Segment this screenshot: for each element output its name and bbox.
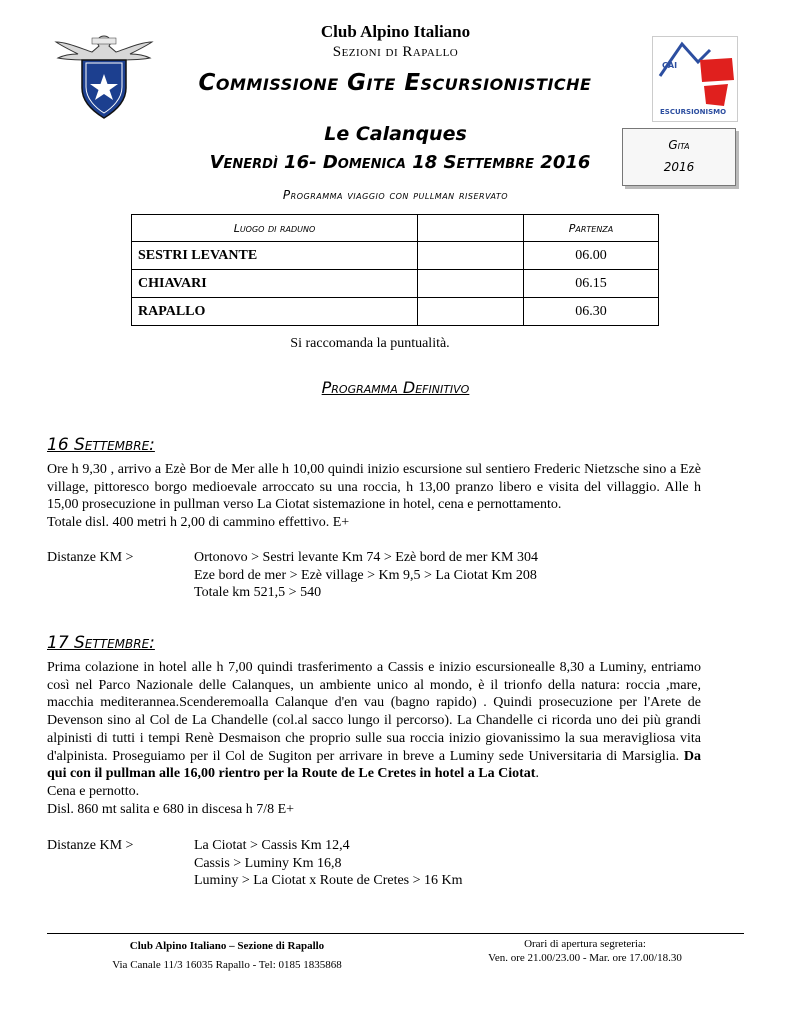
- footer-address: Via Canale 11/3 16035 Rapallo - Tel: 0185 1835868: [112, 959, 342, 971]
- day1-distance-values: [194, 549, 538, 602]
- time-cell: 06.00: [524, 242, 659, 270]
- day2-dinner: Cena e pernotto.: [47, 783, 140, 799]
- gita-label: Gita: [668, 138, 690, 152]
- day1-text: [47, 461, 701, 532]
- svg-text:CAI: CAI: [662, 61, 678, 70]
- day1-distances: [47, 549, 701, 605]
- time-cell: 06.30: [524, 298, 659, 326]
- day2-paragraph: [47, 659, 701, 783]
- header-place: Luogo di raduno: [132, 215, 418, 242]
- table-row: [132, 270, 659, 298]
- day2-end-text: .: [535, 766, 539, 782]
- distance-line: Eze bord de mer > Ezè village > Km 9,5 > La Ciotat Km 208: [194, 567, 537, 583]
- section-name: Sezioni di Rapallo: [332, 44, 459, 60]
- day1-paragraph: Ore h 9,30 , arrivo a Ezè Bor de Mer alle h 10,00 quindi inizio escursione sul sentiero Frederic Nietzsche sino a Ezè village, pittoresco borgo medioevale arroccato su una roccia, h 13,00 pranzo libero e visita del villaggio. Alle h 15,00 prosecuzione in pullman verso La Ciotat sistemazione in hotel, cena e pernottamento.: [47, 462, 701, 513]
- day2-heading: 17 Settembre:: [47, 633, 155, 653]
- mid-cell: [418, 298, 524, 326]
- trip-title: Le Calanques: [324, 123, 467, 145]
- day2-distances: [47, 837, 701, 893]
- distance-label: Distanze KM >: [47, 550, 134, 565]
- footer-club-info: [47, 937, 407, 975]
- mid-cell: [418, 270, 524, 298]
- table-row: [132, 298, 659, 326]
- club-name: Club Alpino Italiano: [320, 22, 471, 41]
- footer-hours: [430, 937, 740, 965]
- header-departure: Partenza: [524, 215, 659, 242]
- footer-hours-title: Orari di apertura segreteria:: [524, 938, 646, 950]
- departure-table: [131, 214, 659, 326]
- mid-cell: [418, 242, 524, 270]
- day1-heading: 16 Settembre:: [47, 435, 155, 455]
- place-cell: SESTRI LEVANTE: [132, 242, 418, 270]
- distance-line: Totale km 521,5 > 540: [194, 585, 322, 601]
- day2-main-text: Prima colazione in hotel alle h 7,00 quindi trasferimento a Cassis e inizio escursionealle 8,30 a Luminy, entriamo così nel Parco Nazionale delle Calanques, un ambiente unico al mondo, è il trionfo della natura: roccia ,mare, macchia mediterannea.Scenderemoalla Calanque d'en vau (bagno rapido) . Quindi prosecuzione per l'Arete de Devenson sino al Col de La Chandelle (col.al sacco lungo il percorso). La Chandelle ci ricorda uno dei più grandi alpinisti di tutti i tempi Renè Desmaison che proprio sulle sua roccia inizio giovanissimo la sua meravigliosa vita d'alpinista. Proseguiamo per il Col de Sugiton per arrivare in breve a Luminy sede Universitaria di Marsiglia.: [47, 660, 701, 764]
- distance-label: Distanze KM >: [47, 838, 134, 853]
- footer-hours-values: Ven. ore 21.00/23.00 - Mar. ore 17.00/18.30: [488, 952, 682, 964]
- table-row: [132, 242, 659, 270]
- distance-line: Luminy > La Ciotat x Route de Cretes > 16 Km: [194, 873, 463, 889]
- day2-totals: Disl. 860 mt salita e 680 in discesa h 7/8 E+: [47, 801, 295, 817]
- table-header-row: [132, 215, 659, 242]
- commission-title: Commissione Gite Escursionistiche: [198, 70, 592, 96]
- footer-club-title: Club Alpino Italiano – Sezione di Rapallo: [129, 940, 325, 952]
- day2-bold-text: Da qui con il pullman alle 16,00 rientro per la Route de Le Cretes in hotel a La Ciotat: [47, 748, 701, 782]
- punctuality-note: Si raccomanda la puntualità.: [290, 336, 450, 351]
- svg-text:ESCURSIONISMO: ESCURSIONISMO: [660, 108, 727, 116]
- day1-totals: Totale disl. 400 metri h 2,00 di cammino effettivo. E+: [47, 515, 350, 531]
- trip-dates: Venerdì 16- Domenica 18 Settembre 2016: [209, 152, 591, 173]
- program-title: Programma Definitivo: [321, 378, 470, 397]
- footer-divider: [47, 933, 744, 934]
- day2-distance-values: [194, 837, 463, 890]
- distance-line: Ortonovo > Sestri levante Km 74 > Ezè bord de mer KM 304: [194, 550, 538, 565]
- header-empty: [418, 215, 524, 242]
- day2-text: [47, 659, 701, 818]
- distance-line: Cassis > Luminy Km 16,8: [194, 855, 342, 871]
- distance-line: La Ciotat > Cassis Km 12,4: [194, 838, 350, 853]
- place-cell: RAPALLO: [132, 298, 418, 326]
- gita-year: 2016: [663, 160, 695, 174]
- time-cell: 06.15: [524, 270, 659, 298]
- program-subtitle: Programma viaggio con pullman riservato: [282, 188, 509, 202]
- place-cell: CHIAVARI: [132, 270, 418, 298]
- gita-year-box: [622, 128, 736, 186]
